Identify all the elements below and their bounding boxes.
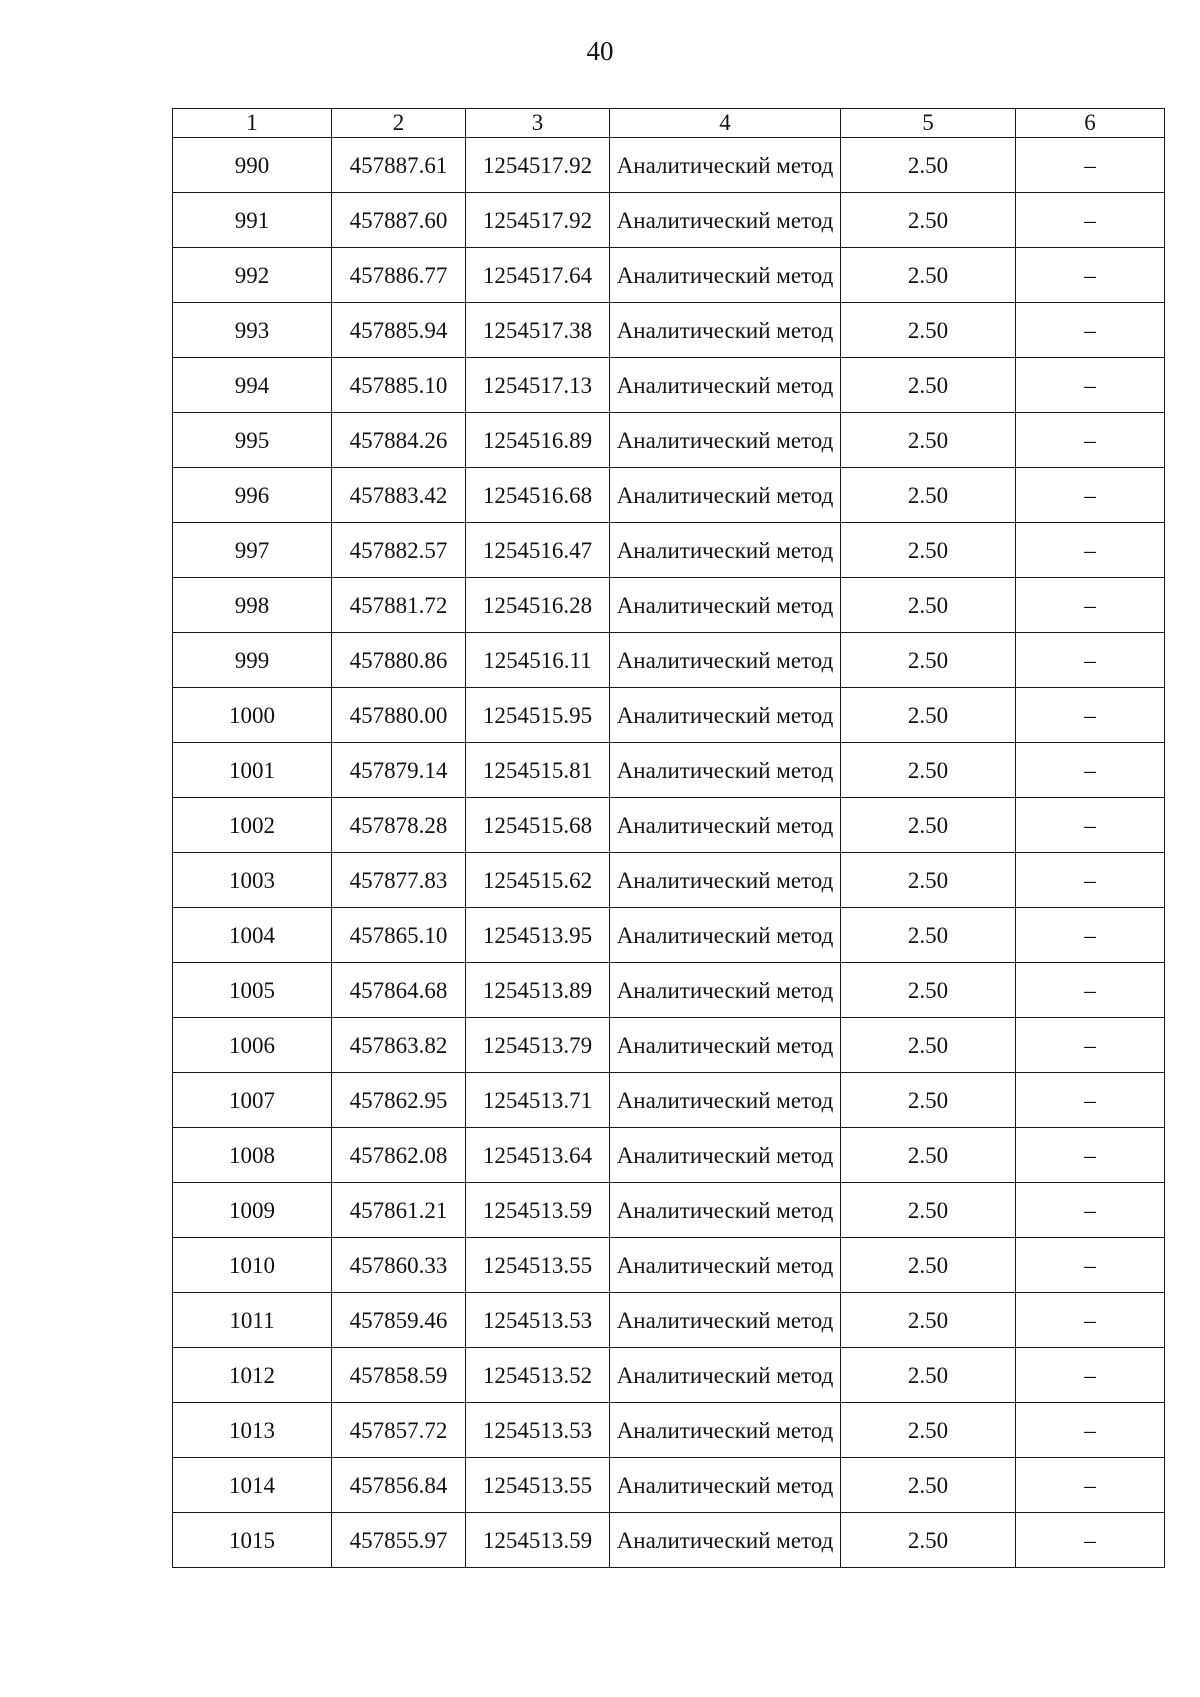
method-cell: Аналитический метод	[610, 138, 841, 193]
column-header-2: 2	[332, 109, 466, 138]
table-row	[173, 358, 1165, 413]
header-row	[173, 109, 1165, 138]
accuracy-cell: 2.50	[841, 908, 1016, 963]
accuracy-cell: 2.50	[841, 303, 1016, 358]
accuracy-cell: 2.50	[841, 743, 1016, 798]
point-number-cell: 991	[173, 193, 332, 248]
column-header-4: 4	[610, 109, 841, 138]
column-header-5: 5	[841, 109, 1016, 138]
note-cell: –	[1016, 468, 1165, 523]
point-number-cell: 1015	[173, 1513, 332, 1568]
point-number-cell: 1007	[173, 1073, 332, 1128]
accuracy-cell: 2.50	[841, 193, 1016, 248]
accuracy-cell: 2.50	[841, 1018, 1016, 1073]
table-row	[173, 1183, 1165, 1238]
y-coordinate-cell: 1254513.55	[466, 1238, 610, 1293]
point-number-cell: 993	[173, 303, 332, 358]
method-cell: Аналитический метод	[610, 1458, 841, 1513]
y-coordinate-cell: 1254516.28	[466, 578, 610, 633]
x-coordinate-cell: 457862.95	[332, 1073, 466, 1128]
note-cell: –	[1016, 358, 1165, 413]
table-row	[173, 633, 1165, 688]
table-header	[173, 109, 1165, 138]
y-coordinate-cell: 1254513.71	[466, 1073, 610, 1128]
note-cell: –	[1016, 248, 1165, 303]
note-cell: –	[1016, 138, 1165, 193]
x-coordinate-cell: 457877.83	[332, 853, 466, 908]
point-number-cell: 1008	[173, 1128, 332, 1183]
table-row	[173, 1073, 1165, 1128]
accuracy-cell: 2.50	[841, 633, 1016, 688]
method-cell: Аналитический метод	[610, 413, 841, 468]
x-coordinate-cell: 457885.94	[332, 303, 466, 358]
accuracy-cell: 2.50	[841, 1073, 1016, 1128]
coordinates-table-container	[172, 108, 1164, 1568]
table-row	[173, 743, 1165, 798]
y-coordinate-cell: 1254513.53	[466, 1293, 610, 1348]
note-cell: –	[1016, 1183, 1165, 1238]
accuracy-cell: 2.50	[841, 798, 1016, 853]
point-number-cell: 1013	[173, 1403, 332, 1458]
note-cell: –	[1016, 908, 1165, 963]
y-coordinate-cell: 1254513.52	[466, 1348, 610, 1403]
x-coordinate-cell: 457862.08	[332, 1128, 466, 1183]
y-coordinate-cell: 1254513.55	[466, 1458, 610, 1513]
x-coordinate-cell: 457859.46	[332, 1293, 466, 1348]
method-cell: Аналитический метод	[610, 523, 841, 578]
note-cell: –	[1016, 853, 1165, 908]
x-coordinate-cell: 457861.21	[332, 1183, 466, 1238]
table-row	[173, 798, 1165, 853]
note-cell: –	[1016, 1018, 1165, 1073]
note-cell: –	[1016, 1238, 1165, 1293]
x-coordinate-cell: 457856.84	[332, 1458, 466, 1513]
method-cell: Аналитический метод	[610, 1018, 841, 1073]
point-number-cell: 1004	[173, 908, 332, 963]
x-coordinate-cell: 457884.26	[332, 413, 466, 468]
point-number-cell: 1003	[173, 853, 332, 908]
accuracy-cell: 2.50	[841, 1458, 1016, 1513]
x-coordinate-cell: 457882.57	[332, 523, 466, 578]
method-cell: Аналитический метод	[610, 303, 841, 358]
method-cell: Аналитический метод	[610, 963, 841, 1018]
note-cell: –	[1016, 1128, 1165, 1183]
note-cell: –	[1016, 193, 1165, 248]
point-number-cell: 995	[173, 413, 332, 468]
table-row	[173, 1513, 1165, 1568]
accuracy-cell: 2.50	[841, 1293, 1016, 1348]
method-cell: Аналитический метод	[610, 908, 841, 963]
method-cell: Аналитический метод	[610, 1513, 841, 1568]
table-row	[173, 963, 1165, 1018]
x-coordinate-cell: 457860.33	[332, 1238, 466, 1293]
x-coordinate-cell: 457885.10	[332, 358, 466, 413]
point-number-cell: 1009	[173, 1183, 332, 1238]
table-row	[173, 578, 1165, 633]
point-number-cell: 997	[173, 523, 332, 578]
y-coordinate-cell: 1254513.79	[466, 1018, 610, 1073]
point-number-cell: 996	[173, 468, 332, 523]
accuracy-cell: 2.50	[841, 358, 1016, 413]
table-row	[173, 1293, 1165, 1348]
y-coordinate-cell: 1254517.92	[466, 193, 610, 248]
accuracy-cell: 2.50	[841, 1128, 1016, 1183]
coordinates-table	[172, 108, 1165, 1568]
method-cell: Аналитический метод	[610, 468, 841, 523]
accuracy-cell: 2.50	[841, 688, 1016, 743]
method-cell: Аналитический метод	[610, 1128, 841, 1183]
table-row	[173, 688, 1165, 743]
note-cell: –	[1016, 578, 1165, 633]
y-coordinate-cell: 1254515.81	[466, 743, 610, 798]
y-coordinate-cell: 1254517.38	[466, 303, 610, 358]
method-cell: Аналитический метод	[610, 798, 841, 853]
x-coordinate-cell: 457881.72	[332, 578, 466, 633]
x-coordinate-cell: 457880.00	[332, 688, 466, 743]
note-cell: –	[1016, 1403, 1165, 1458]
note-cell: –	[1016, 1513, 1165, 1568]
point-number-cell: 999	[173, 633, 332, 688]
method-cell: Аналитический метод	[610, 1073, 841, 1128]
table-row	[173, 413, 1165, 468]
table-row	[173, 468, 1165, 523]
note-cell: –	[1016, 633, 1165, 688]
x-coordinate-cell: 457883.42	[332, 468, 466, 523]
x-coordinate-cell: 457878.28	[332, 798, 466, 853]
method-cell: Аналитический метод	[610, 1238, 841, 1293]
table-body	[173, 138, 1165, 1568]
point-number-cell: 994	[173, 358, 332, 413]
y-coordinate-cell: 1254517.13	[466, 358, 610, 413]
note-cell: –	[1016, 963, 1165, 1018]
y-coordinate-cell: 1254516.47	[466, 523, 610, 578]
accuracy-cell: 2.50	[841, 1238, 1016, 1293]
method-cell: Аналитический метод	[610, 1403, 841, 1458]
y-coordinate-cell: 1254517.92	[466, 138, 610, 193]
note-cell: –	[1016, 798, 1165, 853]
y-coordinate-cell: 1254517.64	[466, 248, 610, 303]
table-row	[173, 1238, 1165, 1293]
method-cell: Аналитический метод	[610, 633, 841, 688]
method-cell: Аналитический метод	[610, 743, 841, 798]
method-cell: Аналитический метод	[610, 1293, 841, 1348]
accuracy-cell: 2.50	[841, 468, 1016, 523]
point-number-cell: 1014	[173, 1458, 332, 1513]
accuracy-cell: 2.50	[841, 963, 1016, 1018]
table-row	[173, 303, 1165, 358]
x-coordinate-cell: 457855.97	[332, 1513, 466, 1568]
method-cell: Аналитический метод	[610, 248, 841, 303]
note-cell: –	[1016, 303, 1165, 358]
x-coordinate-cell: 457887.61	[332, 138, 466, 193]
y-coordinate-cell: 1254516.89	[466, 413, 610, 468]
accuracy-cell: 2.50	[841, 1403, 1016, 1458]
point-number-cell: 1006	[173, 1018, 332, 1073]
note-cell: –	[1016, 1073, 1165, 1128]
table-row	[173, 1018, 1165, 1073]
point-number-cell: 1011	[173, 1293, 332, 1348]
table-row	[173, 853, 1165, 908]
method-cell: Аналитический метод	[610, 193, 841, 248]
point-number-cell: 998	[173, 578, 332, 633]
page-number: 40	[586, 36, 614, 66]
y-coordinate-cell: 1254515.62	[466, 853, 610, 908]
y-coordinate-cell: 1254516.68	[466, 468, 610, 523]
x-coordinate-cell: 457887.60	[332, 193, 466, 248]
y-coordinate-cell: 1254513.59	[466, 1183, 610, 1238]
accuracy-cell: 2.50	[841, 1183, 1016, 1238]
table-row	[173, 1348, 1165, 1403]
table-row	[173, 193, 1165, 248]
method-cell: Аналитический метод	[610, 578, 841, 633]
point-number-cell: 1000	[173, 688, 332, 743]
accuracy-cell: 2.50	[841, 578, 1016, 633]
accuracy-cell: 2.50	[841, 1348, 1016, 1403]
method-cell: Аналитический метод	[610, 853, 841, 908]
x-coordinate-cell: 457864.68	[332, 963, 466, 1018]
note-cell: –	[1016, 688, 1165, 743]
note-cell: –	[1016, 523, 1165, 578]
y-coordinate-cell: 1254513.95	[466, 908, 610, 963]
x-coordinate-cell: 457880.86	[332, 633, 466, 688]
x-coordinate-cell: 457857.72	[332, 1403, 466, 1458]
table-row	[173, 1403, 1165, 1458]
method-cell: Аналитический метод	[610, 1183, 841, 1238]
point-number-cell: 992	[173, 248, 332, 303]
y-coordinate-cell: 1254515.95	[466, 688, 610, 743]
x-coordinate-cell: 457879.14	[332, 743, 466, 798]
accuracy-cell: 2.50	[841, 523, 1016, 578]
x-coordinate-cell: 457863.82	[332, 1018, 466, 1073]
table-row	[173, 138, 1165, 193]
accuracy-cell: 2.50	[841, 138, 1016, 193]
column-header-6: 6	[1016, 109, 1165, 138]
x-coordinate-cell: 457886.77	[332, 248, 466, 303]
column-header-3: 3	[466, 109, 610, 138]
note-cell: –	[1016, 1293, 1165, 1348]
table-row	[173, 908, 1165, 963]
accuracy-cell: 2.50	[841, 853, 1016, 908]
y-coordinate-cell: 1254513.89	[466, 963, 610, 1018]
note-cell: –	[1016, 1458, 1165, 1513]
x-coordinate-cell: 457865.10	[332, 908, 466, 963]
x-coordinate-cell: 457858.59	[332, 1348, 466, 1403]
y-coordinate-cell: 1254513.64	[466, 1128, 610, 1183]
point-number-cell: 1005	[173, 963, 332, 1018]
method-cell: Аналитический метод	[610, 1348, 841, 1403]
point-number-cell: 1012	[173, 1348, 332, 1403]
table-row	[173, 248, 1165, 303]
table-row	[173, 1458, 1165, 1513]
y-coordinate-cell: 1254513.53	[466, 1403, 610, 1458]
y-coordinate-cell: 1254513.59	[466, 1513, 610, 1568]
note-cell: –	[1016, 743, 1165, 798]
method-cell: Аналитический метод	[610, 358, 841, 413]
column-header-1: 1	[173, 109, 332, 138]
accuracy-cell: 2.50	[841, 413, 1016, 468]
note-cell: –	[1016, 413, 1165, 468]
accuracy-cell: 2.50	[841, 248, 1016, 303]
y-coordinate-cell: 1254515.68	[466, 798, 610, 853]
point-number-cell: 1002	[173, 798, 332, 853]
table-row	[173, 523, 1165, 578]
y-coordinate-cell: 1254516.11	[466, 633, 610, 688]
method-cell: Аналитический метод	[610, 688, 841, 743]
note-cell: –	[1016, 1348, 1165, 1403]
point-number-cell: 1010	[173, 1238, 332, 1293]
accuracy-cell: 2.50	[841, 1513, 1016, 1568]
point-number-cell: 990	[173, 138, 332, 193]
point-number-cell: 1001	[173, 743, 332, 798]
table-row	[173, 1128, 1165, 1183]
